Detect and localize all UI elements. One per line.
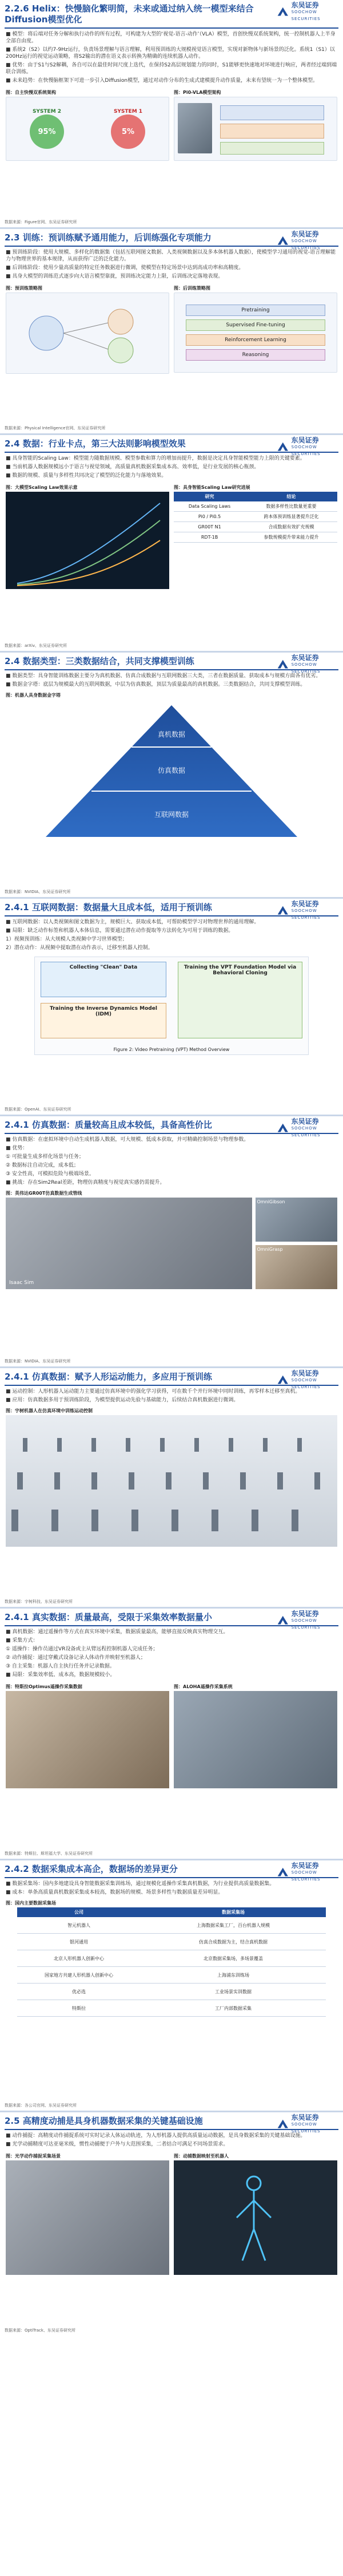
figure-caption: 图：ALOHA遥操作采集系统 <box>174 1684 233 1689</box>
table-cell: GR00T N1 <box>174 522 245 532</box>
slide-title: 2.5 高精度动捕是具身机器数据采集的关键基础设施 <box>5 2116 203 2126</box>
bullet: ■ 仿真数据：在虚拟环境中自动生成机器人数据，可大规模、低成本获取，并可精确控制场景与物理参数。 <box>6 1137 249 1143</box>
aloha-photo <box>174 1691 337 1788</box>
bullet: ■ 优势：由于S1与S2解耦，各自可以在最佳时间尺度上迭代，在保持S2高层规划能力的同时，S1能够更快速地对环境进行响应，两者经过端到端联合训练。 <box>6 62 337 75</box>
pretraining-figure <box>6 293 169 374</box>
source-note: 数据来源：NVIDIA、东吴证券研究所 <box>5 1359 71 1364</box>
brand-name: 东吴证券 <box>291 1862 319 1870</box>
figure-caption: 图：宇树机器人在仿真环境中训练运动控制 <box>6 1408 93 1413</box>
bullet: ■ 光学动捕精度可达亚毫米级，惯性动捕便于户外与大范围采集，二者结合可满足不同场景需求。 <box>6 2142 229 2147</box>
bullet: ■ 数据采集场：国内多地建设具身智能数据采集训练场，通过规模化遥操作采集真机数据，为行业提供高质量数据集。 <box>6 1881 275 1887</box>
source-note: 数据来源：各公司官网、东吴证券研究所 <box>5 2103 77 2108</box>
robot-photo <box>178 103 212 153</box>
pyramid-level-bottom: 互联网数据 <box>154 811 189 819</box>
arch-block <box>220 124 324 139</box>
brand-logo <box>277 1369 338 1389</box>
skeleton-figure <box>174 2160 337 2275</box>
source-note: 数据来源：Physical Intelligence官网、东吴证券研究所 <box>5 426 106 430</box>
slide-real-data <box>0 1609 343 1860</box>
bullet-list <box>0 29 343 87</box>
bullet: ① 可批量生成多样化场景与任务； <box>6 1154 84 1160</box>
brand-logo <box>277 902 338 919</box>
brand-logo <box>277 2113 338 2134</box>
table-cell: 数据多样性比数量更重要 <box>245 501 337 512</box>
pretraining-diagram <box>6 293 169 373</box>
bullet: ② 数据标注自动完成，成本低； <box>6 1163 79 1168</box>
system1-percent: 5% <box>121 127 135 136</box>
table-header: 研究 <box>174 492 245 501</box>
soochow-logo-icon <box>277 1373 289 1387</box>
figure-caption: 图：大模型Scaling Law效果示意 <box>6 485 78 490</box>
brand-name-en: SOOCHOW SECURITIES <box>291 239 321 250</box>
brand-logo <box>277 232 338 250</box>
pyramid-level-top: 真机数据 <box>157 730 185 738</box>
slide-training <box>0 229 343 435</box>
source-note: 数据来源：NVIDIA、东吴证券研究所 <box>5 890 71 894</box>
source-note: 数据来源：特斯拉、斯坦福大学、东吴证券研究所 <box>5 1851 93 1856</box>
source-note: 数据来源：OptiTrack、东吴证券研究所 <box>5 2328 75 2333</box>
brand-name-en: SOOCHOW SECURITIES <box>291 1870 321 1882</box>
table-row <box>17 1917 326 1934</box>
slide-title: 2.4.1 仿真数据：赋予人形运动能力，多应用于预训练 <box>5 1372 212 1382</box>
brand-name: 东吴证券 <box>291 654 319 662</box>
slide-data-factory <box>0 1860 343 2112</box>
soochow-logo-icon <box>277 1614 289 1627</box>
bullet: ■ 挑战：存在Sim2Real差距，物理仿真精度与视觉真实感仍需提升。 <box>6 1180 165 1186</box>
bullet: ■ 动作捕捉：高精度动作捕捉系统可实时记录人体运动轨迹，为人形机器人提供高质量运动数据，是具身数据采集的关键基础设施。 <box>6 2133 306 2139</box>
sim-label: OmniGibson <box>257 1199 285 1204</box>
bullet: ■ 成本：单条高质量真机数据采集成本较高，数据场的规模、场景多样性与数据质量差异明显。 <box>6 1890 224 1895</box>
teleop-photo <box>6 1691 169 1788</box>
slide-title: 2.4 数据类型：三类数据结合，共同支撑模型训练 <box>5 656 194 666</box>
system2-percent: 95% <box>38 127 56 136</box>
vpt-figure <box>34 957 309 1055</box>
brand-name: 东吴证券 <box>291 436 319 444</box>
brand-name: 东吴证券 <box>291 1 319 9</box>
bullet: ■ 优势： <box>6 1145 28 1151</box>
data-pyramid <box>0 700 343 843</box>
slide-title: 2.4 数据：行业卡点，第三大法则影响模型效果 <box>5 438 186 449</box>
figure-row <box>0 482 343 590</box>
bullet: ■ 后训练阶段：使用少量高质量的特定任务数据进行微调，使模型在特定场景中达到高成功率和高精度。 <box>6 265 244 271</box>
table-cell: 上海数据采集工厂，百台机器人规模 <box>141 1917 326 1934</box>
table-row <box>174 512 337 522</box>
bullet: 2）潜在动作：从视频中提取潜在动作表示，迁移至机器人控制。 <box>6 945 153 951</box>
figure-row <box>0 1681 343 1789</box>
bullet: 1）视频预训练：从大规模人类视频中学习世界模型； <box>6 937 127 942</box>
slide-helix <box>0 0 343 229</box>
bullet: ■ 未来趋势：在快慢脑框架下可进一步引入Diffusion模型，通过对动作分布的生成式建模提升动作质量，未来有望统一为一个整体模型。 <box>6 78 318 84</box>
soochow-logo-icon <box>277 5 289 19</box>
brand-name: 东吴证券 <box>291 230 319 238</box>
table-cell: 北京人形机器人创新中心 <box>17 1950 141 1967</box>
bullet: ■ 模型：将后端对任务分解和执行动作的所有过程，可构建为大型的‘视觉-语言-动作’（VLA）模型，首创快慢双系统架构，统一控制机器人上半身全部自由度。 <box>6 31 336 44</box>
table-row <box>174 501 337 512</box>
soochow-logo-icon <box>277 1866 289 1879</box>
system2-label: SYSTEM 2 <box>32 109 62 114</box>
bullet: ② 动作捕捉：通过穿戴式设备记录人体动作并映射至机器人； <box>6 1655 146 1661</box>
bullet: ■ 当前机器人数据规模远小于语言与视觉领域，高质量真机数据采集成本高、效率低，是行业发展的核心瓶颈。 <box>6 464 260 470</box>
source-note: 数据来源：Figure官网、东吴证券研究所 <box>5 220 77 224</box>
posttraining-figure <box>174 293 337 373</box>
stage-block: Supervised Fine-tuning <box>186 319 325 331</box>
sim-scene-photo <box>6 1198 252 1289</box>
system2-circle <box>30 114 64 149</box>
table-row <box>174 522 337 532</box>
brand-name: 东吴证券 <box>291 900 319 908</box>
bullet: ■ 应用：仿真数据多用于预训练阶段，为模型提供运动先验与基础能力，后续结合真机数据进行微调。 <box>6 1397 239 1403</box>
robot-grid <box>6 1415 337 1547</box>
table-cell: 工厂内部数据采集 <box>141 2000 326 2017</box>
figure-caption: 图：国内主要数据采集场 <box>6 1901 56 1906</box>
table-row <box>17 1967 326 1984</box>
figure-caption: 图：Pi0-VLA模型架构 <box>174 90 221 95</box>
bullet: ■ 局限：缺乏动作标签和机器人本体信息，需要通过潜在动作提取等方法转化为可用于训练的数据。 <box>6 928 234 934</box>
brand-logo <box>277 3 338 21</box>
brand-name-en: SOOCHOW SECURITIES <box>291 908 321 920</box>
sim-thumb <box>256 1198 338 1242</box>
table-cell: 仿真合成数据为主，结合真机数据 <box>141 1934 326 1950</box>
mocap-photo <box>6 2160 169 2275</box>
table-row <box>17 1984 326 2000</box>
slide-mocap <box>0 2112 343 2336</box>
figure-caption: 图：具身智能Scaling Law研究进展 <box>174 485 250 490</box>
table-cell: 跨本体预训练显著提升泛化 <box>245 512 337 522</box>
data-factory-table <box>17 1907 326 2017</box>
vla-architecture-figure <box>174 97 337 161</box>
figure-caption: 图：预训练策略图 <box>6 286 42 291</box>
bullet: ■ 数据金字塔：底层为规模最大的互联网数据，中层为仿真数据，顶层为质量最高的真机数据。三类数据结合，共同支撑模型训练。 <box>6 682 306 688</box>
bullet: ③ 安全性高，可模拟危险与极端场景。 <box>6 1171 94 1177</box>
bullet: ■ 系统2（S2）以约7-9Hz运行，负责场景理解与语言理解，利用预训练的大规模视觉语言模型，实现对新物体与新场景的泛化。系统1（S1）以200Hz运行的视觉运动策略，将S2输出的潜在语义表示转换为精确的连续机器人动作。 <box>6 47 335 60</box>
bullet: ■ 具身大模型的训练范式逐步向大语言模型靠拢，预训练决定能力上限，后训练决定落地表现。 <box>6 274 224 279</box>
brand-name-en: SOOCHOW SECURITIES <box>291 1378 321 1389</box>
bullet-list <box>0 916 343 954</box>
figure-row <box>0 87 343 162</box>
slide-sim-locomotion <box>0 1368 343 1609</box>
slide-sim-data <box>0 1116 343 1368</box>
figure-caption: 图：机器人具身数据金字塔 <box>6 693 61 698</box>
slide-title: 2.4.1 真实数据：质量最高，受限于采集效率数据量小 <box>5 1612 212 1622</box>
bullet: ■ 真机数据：通过遥操作等方式在真实环境中采集，数据质量最高，能够直接反映真实物理交互。 <box>6 1629 229 1635</box>
brand-name-en: SOOCHOW SECURITIES <box>291 10 321 21</box>
source-note: 数据来源：arXiv、东吴证券研究所 <box>5 643 67 648</box>
table-header: 数据采集场 <box>141 1907 326 1917</box>
brand-logo <box>277 1117 338 1137</box>
figure-row <box>0 2151 343 2276</box>
soochow-logo-icon <box>277 904 289 918</box>
brand-name: 东吴证券 <box>291 2113 319 2121</box>
brand-name: 东吴证券 <box>291 1369 319 1377</box>
figure-caption: 图：动捕数据映射至机器人 <box>174 2154 229 2159</box>
stage-block: Reasoning <box>186 349 325 361</box>
table-cell: 合成数据有效扩充规模 <box>245 522 337 532</box>
figure-row <box>0 283 343 375</box>
brand-logo <box>277 1864 338 1881</box>
table-row <box>17 1950 326 1967</box>
slide-data-bottleneck <box>0 435 343 653</box>
slide-title: 2.4.2 数据采集成本高企，数据场的差异更分 <box>5 1864 178 1874</box>
skeleton-icon <box>174 2160 337 2275</box>
slide-internet-data <box>0 899 343 1116</box>
brand-name-en: SOOCHOW SECURITIES <box>291 662 321 674</box>
slide-title: 2.2.6 Helix：快慢脑化繁明简，未来或通过纳入统一模型来结合Diffusion模型优化 <box>5 3 254 25</box>
soochow-logo-icon <box>277 440 289 454</box>
bullet: ■ 数据类型：具身智能训练数据主要分为真机数据、仿真合成数据与互联网数据三大类，三者在数据质量、获取成本与规模方面各有优劣。 <box>6 673 321 679</box>
pyramid-level-middle: 仿真数据 <box>157 767 185 775</box>
table-header: 结论 <box>245 492 337 501</box>
bullet: ① 遥操作：操作员通过VR设备或主从臂远程控制机器人完成任务； <box>6 1646 158 1652</box>
table-cell: 银河通用 <box>17 1934 141 1950</box>
sim-label: Isaac Sim <box>9 1280 34 1286</box>
bullet: ■ 预训练阶段：使用大规模、多样化的数据集（包括互联网图文数据、人类视频数据以及多本体机器人数据），使模型学习通用的视觉-语言理解能力与物理世界的基本规律，从而获得广泛的泛化能力。 <box>6 250 336 262</box>
dual-system-figure <box>6 97 169 161</box>
brand-name-en: SOOCHOW SECURITIES <box>291 1618 321 1630</box>
table-cell: 国家地方共建人形机器人创新中心 <box>17 1967 141 1984</box>
figure-caption: 图：后训练策略图 <box>174 286 210 291</box>
table-cell: Pi0 / Pi0.5 <box>174 512 245 522</box>
table-cell: 优必选 <box>17 1984 141 2000</box>
table-header: 公司 <box>17 1907 141 1917</box>
table-cell: 参数规模提升带来能力提升 <box>245 532 337 543</box>
system1-circle <box>111 114 145 149</box>
source-note: 数据来源：宇树科技、东吴证券研究所 <box>5 1599 73 1604</box>
soochow-logo-icon <box>277 1121 289 1135</box>
source-note: 数据来源：OpenAI、东吴证券研究所 <box>5 1107 71 1112</box>
system1-label: SYSTEM 1 <box>113 109 143 114</box>
bullet: ③ 自主采集：机器人自主执行任务并记录数据。 <box>6 1664 115 1669</box>
table-row <box>17 1934 326 1950</box>
sim-label: OmniGrasp <box>257 1247 283 1252</box>
slide-data-types <box>0 653 343 899</box>
figure-caption: 图：光学动作捕捉采集场景 <box>6 2154 61 2159</box>
sim-thumb <box>256 1245 338 1289</box>
table-cell: 特斯拉 <box>17 2000 141 2017</box>
bullet-list <box>0 1134 343 1189</box>
table-cell: 北京数据采集场，多场景覆盖 <box>141 1950 326 1967</box>
bullet-list <box>0 1626 343 1681</box>
bullet: ■ 运动控制：人形机器人运动能力主要通过仿真环境中的强化学习获得，可在数千个并行环境中同时训练，再零样本迁移至真机。 <box>6 1389 301 1394</box>
arch-block <box>220 142 324 155</box>
bullet-list <box>0 247 343 283</box>
bullet: ■ 数据的规模、质量与多样性共同决定了模型的泛化能力与落地效果。 <box>6 473 167 479</box>
scaling-figure <box>6 492 169 589</box>
slide-title: 2.4.1 互联网数据：数据量大且成本低，适用于预训练 <box>5 902 212 912</box>
bullet: ■ 局限：采集效率低、成本高，数据规模较小。 <box>6 1672 115 1678</box>
slide-title: 2.3 训练：预训练赋予通用能力，后训练强化专项能力 <box>5 232 212 243</box>
table-cell: Data Scaling Laws <box>174 501 245 512</box>
table-cell: 工业场景实训数据 <box>141 1984 326 2000</box>
table-row <box>17 2000 326 2017</box>
brand-name-en: SOOCHOW SECURITIES <box>291 1126 321 1137</box>
vpt-box: Training the Inverse Dynamics Model (IDM) <box>41 1003 166 1038</box>
sim-pipeline-figure <box>0 1198 343 1289</box>
figure-caption: 图：英伟达GR00T仿真数据生成管线 <box>6 1191 82 1196</box>
brand-logo <box>277 656 338 673</box>
brand-name: 东吴证券 <box>291 1610 319 1618</box>
bullet: ■ 互联网数据：以人类视频和图文数据为主，规模巨大、获取成本低，可帮助模型学习对物理世界的通用理解。 <box>6 919 260 925</box>
vpt-box: Training the VPT Foundation Model via Behavioral Cloning <box>178 962 302 1038</box>
bullet: ■ 具身智能的Scaling Law：模型能力随数据规模、模型参数和算力的增加而提升，数据是决定具身智能模型能力上限的关键要素。 <box>6 456 305 461</box>
arch-block <box>220 105 324 120</box>
stage-block: Reinforcement Learning <box>186 334 325 346</box>
table-row <box>174 532 337 543</box>
soochow-logo-icon <box>277 2117 289 2131</box>
figure-caption: 图：自主快慢双系统架构 <box>6 90 56 95</box>
soochow-logo-icon <box>277 234 289 248</box>
soochow-logo-icon <box>277 658 289 671</box>
brand-logo <box>277 438 338 456</box>
bullet: ■ 采集方式： <box>6 1638 38 1643</box>
brand-name-en: SOOCHOW SECURITIES <box>291 445 321 456</box>
stage-block: Pretraining <box>186 305 325 316</box>
brand-name: 东吴证券 <box>291 1117 319 1125</box>
scaling-curves <box>6 492 169 589</box>
table-cell: 智元机器人 <box>17 1917 141 1934</box>
brand-name-en: SOOCHOW SECURITIES <box>291 2122 321 2134</box>
figure-caption: Figure 2: Video Pretraining (VPT) Method Overview <box>113 1047 230 1052</box>
table-cell: RDT-1B <box>174 532 245 543</box>
slide-title: 2.4.1 仿真数据：质量较高且成本较低，具备高性价比 <box>5 1120 212 1130</box>
scaling-table <box>174 492 337 543</box>
brand-logo <box>277 1612 338 1629</box>
parallel-sim-figure <box>6 1415 337 1547</box>
vpt-box: Collecting "Clean" Data <box>41 962 166 997</box>
figure-caption: 图：特斯拉Optimus遥操作采集数据 <box>6 1684 82 1689</box>
table-cell: 上海浦东训练场 <box>141 1967 326 1984</box>
